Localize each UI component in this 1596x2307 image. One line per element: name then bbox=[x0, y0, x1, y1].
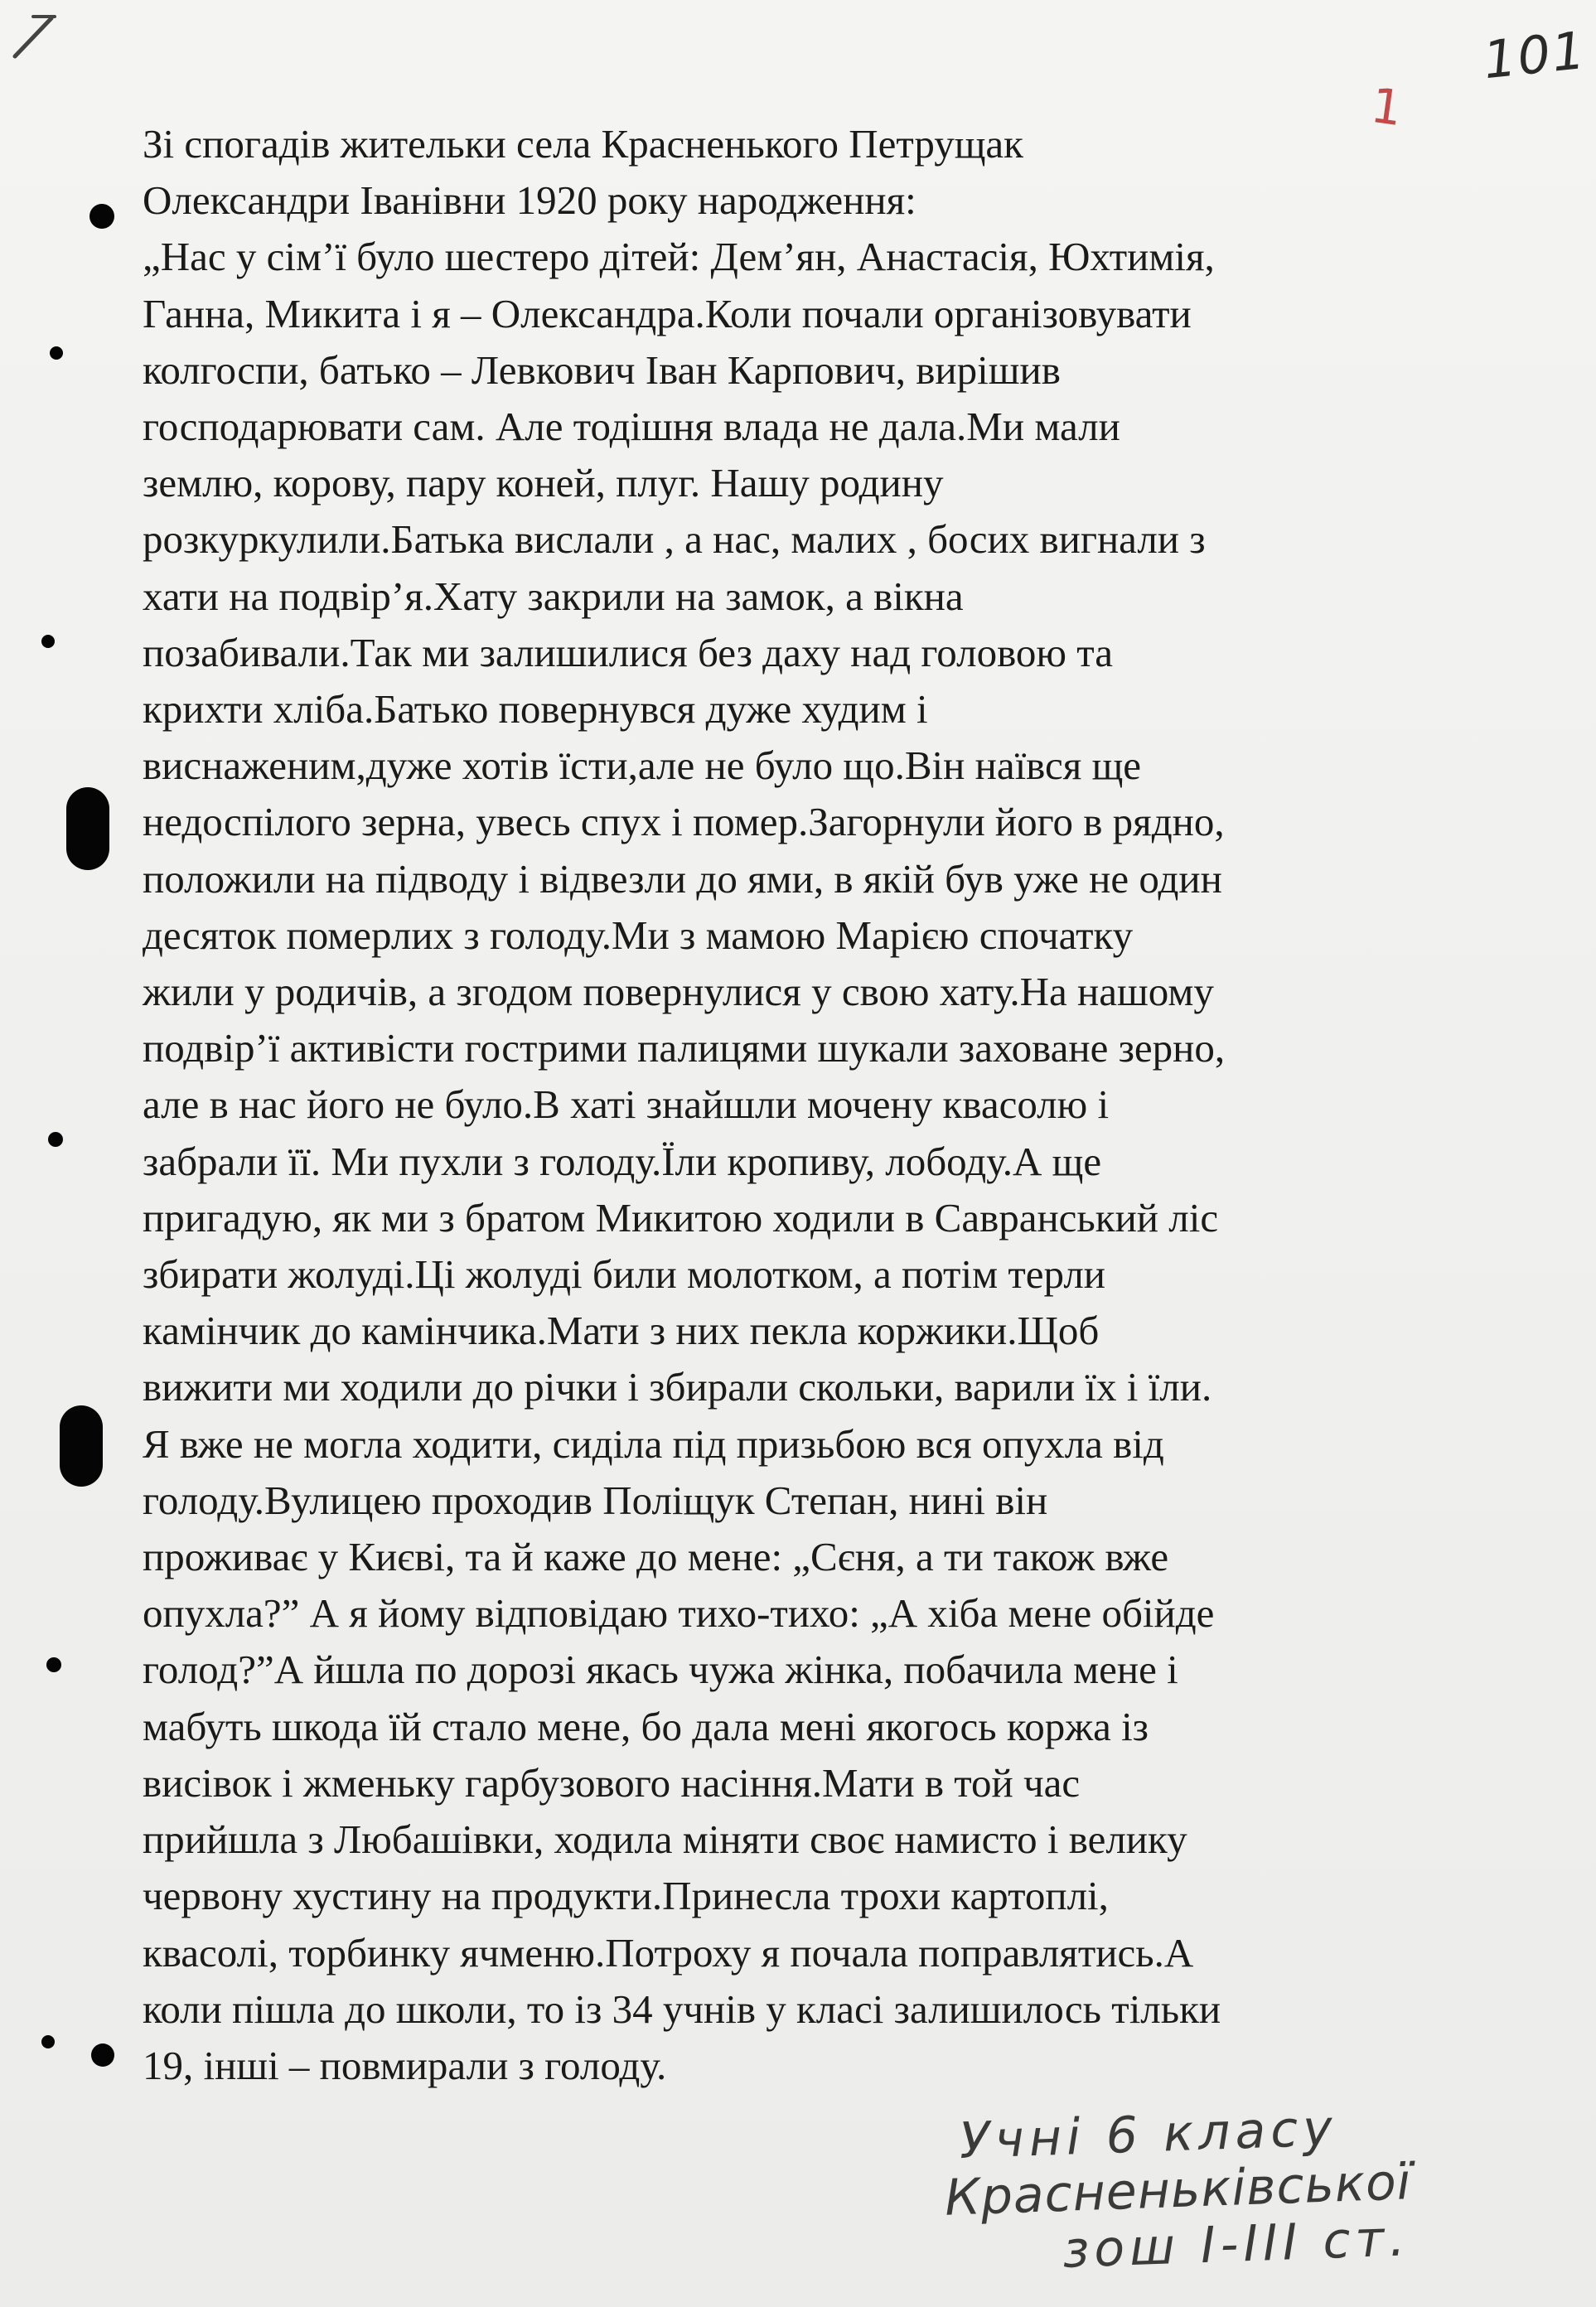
text-line: прийшла з Любашівки, ходила міняти своє намисто і велику bbox=[143, 1816, 1187, 1863]
text-line: Я вже не могла ходити, сиділа під призьбою вся опухла від bbox=[143, 1420, 1164, 1467]
testimony-text bbox=[143, 116, 1485, 2094]
text-line: 19, інші – повмирали з голоду. bbox=[143, 2042, 667, 2088]
text-line: коли пішла до школи, то із 34 учнів у класі залишилось тільки bbox=[143, 1985, 1221, 2032]
punch-hole bbox=[66, 787, 109, 870]
punch-hole bbox=[41, 2035, 55, 2048]
punch-hole bbox=[50, 346, 63, 360]
text-line: виснаженим,дуже хотів їсти,але не було що.Він наївся ще bbox=[143, 742, 1142, 789]
text-line: положили на підводу і відвезли до ями, в якій був уже не один bbox=[143, 855, 1222, 902]
text-line: збирати жолуді.Ці жолуді били молотком, а потім терли bbox=[143, 1251, 1106, 1298]
text-line: забрали її. Ми пухли з голоду.Їли кропиву, лободу.А ще bbox=[143, 1138, 1102, 1184]
folded-corner-mark bbox=[0, 0, 99, 99]
text-line: голод?”А йшла по дорозі якась чужа жінка, побачила мене і bbox=[143, 1647, 1178, 1693]
text-line: проживає у Києві, та й каже до мене: „Сєня, а ти також вже bbox=[143, 1534, 1169, 1580]
text-line: висівок і жменьку гарбузового насіння.Мати в той час bbox=[143, 1759, 1081, 1806]
text-line: камінчик до камінчика.Мати з них пекла коржики.Щоб bbox=[143, 1308, 1100, 1354]
text-line: Зі спогадів жительки села Красненького Петрущак bbox=[143, 121, 1023, 167]
text-line: розкуркулили.Батька вислали , а нас, малих , босих вигнали з bbox=[143, 516, 1206, 563]
text-line: жили у родичів, а згодом повернулися у свою хату.На нашому bbox=[143, 969, 1214, 1015]
text-line: Олександри Іванівни 1920 року народження: bbox=[143, 177, 916, 224]
punch-hole bbox=[91, 2043, 114, 2067]
text-line: вижити ми ходили до річки і збирали скольки, варили їх і їли. bbox=[143, 1364, 1212, 1410]
text-line: подвір’ї активісти гострими палицями шукали заховане зерно, bbox=[143, 1025, 1226, 1071]
handwritten-signature bbox=[942, 2096, 1462, 2283]
text-line: червону хустину на продукти.Принесла трохи картоплі, bbox=[143, 1873, 1109, 1919]
punch-hole bbox=[89, 204, 114, 229]
text-line: але в нас його не було.В хаті знайшли мочену квасолю і bbox=[143, 1081, 1110, 1128]
text-line: квасолі, торбинку ячменю.Потроху я почала поправлятись.А bbox=[143, 1929, 1194, 1976]
text-line: Ганна, Микита і я – Олександра.Коли почали організовувати bbox=[143, 290, 1192, 336]
text-line: позабивали.Так ми залишилися без даху над головою та bbox=[143, 629, 1113, 675]
text-line: мабуть шкода їй стало мене, бо дала мені якогось коржа із bbox=[143, 1703, 1149, 1749]
text-line: пригадую, як ми з братом Микитою ходили в Савранський ліс bbox=[143, 1194, 1219, 1241]
punch-hole bbox=[60, 1405, 103, 1487]
text-line: крихти хліба.Батько повернувся дуже худим і bbox=[143, 686, 928, 733]
text-line: „Нас у сім’ї було шестеро дітей: Дем’ян, Анастасія, Юхтимія, bbox=[143, 234, 1215, 280]
text-line: опухла?” А я йому відповідаю тихо-тихо: „А хіба мене обійде bbox=[143, 1590, 1215, 1637]
archive-page-number: 101 bbox=[1480, 19, 1589, 91]
punch-hole bbox=[48, 1132, 63, 1147]
red-page-number: 1 bbox=[1367, 76, 1406, 138]
text-line: хати на подвір’я.Хату закрили на замок, а вікна bbox=[143, 573, 964, 619]
text-line: колгоспи, батько – Левкович Іван Карпович, вирішив bbox=[143, 346, 1061, 393]
punch-hole bbox=[41, 635, 55, 648]
signature-line: Учні 6 класу bbox=[958, 2099, 1338, 2171]
signature-line: Красненьківської bbox=[943, 2153, 1413, 2227]
punch-hole bbox=[46, 1657, 61, 1672]
text-line: недоспілого зерна, увесь спух і помер.Загорнули його в рядно, bbox=[143, 799, 1225, 845]
text-line: господарювати сам. Але тодішня влада не дала.Ми мали bbox=[143, 404, 1120, 450]
text-line: десяток померлих з голоду.Ми з мамою Марією спочатку bbox=[143, 912, 1134, 958]
text-line: землю, корову, пару коней, плуг. Нашу родину bbox=[143, 460, 944, 506]
text-line: голоду.Вулицею проходив Поліщук Степан, нині він bbox=[143, 1477, 1048, 1523]
signature-line: зош І-ІІІ ст. bbox=[1062, 2209, 1411, 2280]
